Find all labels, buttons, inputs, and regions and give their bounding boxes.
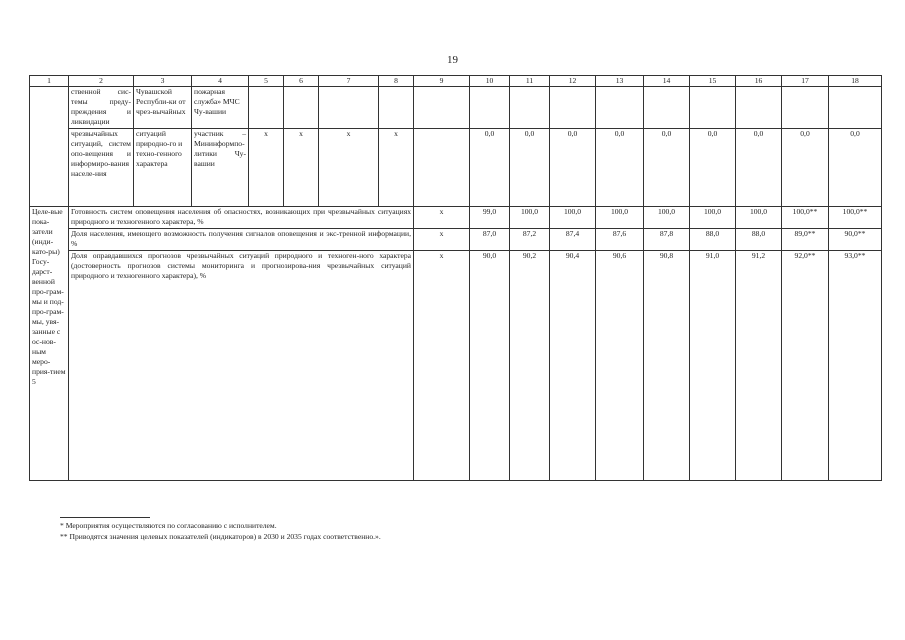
table-cell: 87,8: [644, 229, 690, 251]
table-cell: [284, 87, 319, 129]
table-cell: х: [379, 129, 414, 207]
table-cell: [414, 129, 470, 207]
table-cell: 90,6: [596, 251, 644, 481]
table-cell: х: [319, 129, 379, 207]
column-number-row: [30, 76, 882, 87]
table-cell: ственной сис-темы преду-преждения и ликвидации: [69, 87, 134, 129]
column-number: 11: [510, 76, 550, 87]
column-number: 17: [782, 76, 829, 87]
column-number: 14: [644, 76, 690, 87]
table-cell: пожарная служба» МЧС Чу-вашии: [192, 87, 249, 129]
table-cell: [470, 87, 510, 129]
table-cell: 100,0: [596, 207, 644, 229]
table-cell: [510, 87, 550, 129]
table-cell: [319, 87, 379, 129]
column-number: 16: [736, 76, 782, 87]
column-number: 3: [134, 76, 192, 87]
table-row: [30, 129, 882, 207]
column-number: 4: [192, 76, 249, 87]
table-cell: 0,0: [550, 129, 596, 207]
table-cell: 100,0: [510, 207, 550, 229]
footnote: * Мероприятия осуществляются по согласованию с исполнителем.: [60, 521, 277, 530]
table-cell: 89,0**: [782, 229, 829, 251]
table-row: [30, 229, 882, 251]
table-cell: 90,8: [644, 251, 690, 481]
table-cell: 88,0: [736, 229, 782, 251]
footnote-divider: [60, 517, 150, 518]
table-cell: 91,2: [736, 251, 782, 481]
table-cell: чрезвычайных ситуаций, систем опо-вещения и информиро-вания населе-ния: [69, 129, 134, 207]
column-number: 7: [319, 76, 379, 87]
column-number: 12: [550, 76, 596, 87]
table-cell: х: [414, 229, 470, 251]
data-table: [29, 75, 882, 481]
table-cell: [829, 87, 882, 129]
table-cell: 0,0: [690, 129, 736, 207]
table-cell: х: [414, 207, 470, 229]
table-cell: 87,2: [510, 229, 550, 251]
table-cell: 100,0**: [782, 207, 829, 229]
table-cell: 87,6: [596, 229, 644, 251]
table-cell: 90,0: [470, 251, 510, 481]
table-cell: [379, 87, 414, 129]
table-cell: 0,0: [470, 129, 510, 207]
column-number: 6: [284, 76, 319, 87]
table-cell: 93,0**: [829, 251, 882, 481]
table-cell: 99,0: [470, 207, 510, 229]
indicators-label: Целе-вые пока-затели (инди-като-ры) Госу-дарст-венной про-грам-мы и под-про-грам-мы, увя-занные с ос-нов-ным меро-прия-тием 5: [30, 207, 69, 481]
table-cell: 0,0: [510, 129, 550, 207]
table-cell: 92,0**: [782, 251, 829, 481]
column-number: 15: [690, 76, 736, 87]
table-cell: 0,0: [782, 129, 829, 207]
table-cell: х: [249, 129, 284, 207]
table-cell: ситуаций природно-го и техно-генного характера: [134, 129, 192, 207]
indicator-text: Доля оправдавшихся прогнозов чрезвычайных ситуаций природного и техноген-ного характера (достоверность прогнозов системы мониторинга и прогнозирова-ния чрезвычайных ситуаций природного и техногенного характера), %: [69, 251, 414, 481]
table-cell: [644, 87, 690, 129]
table-cell: 90,2: [510, 251, 550, 481]
table-cell: 91,0: [690, 251, 736, 481]
table-cell: 87,0: [470, 229, 510, 251]
page-number: 19: [447, 54, 458, 66]
column-number: 18: [829, 76, 882, 87]
indicator-text: Доля населения, имеющего возможность получения сигналов оповещения и экс-тренной информации, %: [69, 229, 414, 251]
table-cell: 0,0: [596, 129, 644, 207]
table-cell: [249, 87, 284, 129]
table-cell: участник – Мининформпо-литики Чу-вашии: [192, 129, 249, 207]
column-number: 5: [249, 76, 284, 87]
table-cell: 87,4: [550, 229, 596, 251]
column-number: 13: [596, 76, 644, 87]
table-cell: 100,0: [736, 207, 782, 229]
table-cell: 0,0: [644, 129, 690, 207]
table-cell: 0,0: [829, 129, 882, 207]
table-cell: 100,0**: [829, 207, 882, 229]
table-cell: [30, 87, 69, 207]
table-cell: Чувашской Республи-ки от чрез-вычайных: [134, 87, 192, 129]
indicator-text: Готовность систем оповещения населения об опасностях, возникающих при чрезвычайных ситуациях природного и техногенного характера, %: [69, 207, 414, 229]
table-cell: 100,0: [644, 207, 690, 229]
footnote: ** Приводятся значения целевых показателей (индикаторов) в 2030 и 2035 годах соответственно.».: [60, 532, 381, 541]
table-cell: [690, 87, 736, 129]
column-number: 8: [379, 76, 414, 87]
table-cell: 88,0: [690, 229, 736, 251]
table-cell: [736, 87, 782, 129]
table-row: [30, 87, 882, 129]
table-cell: х: [414, 251, 470, 481]
table-cell: [414, 87, 470, 129]
footnotes: [60, 517, 381, 542]
column-number: 9: [414, 76, 470, 87]
table-cell: 0,0: [736, 129, 782, 207]
table-cell: 90,4: [550, 251, 596, 481]
table-cell: [782, 87, 829, 129]
table-cell: х: [284, 129, 319, 207]
table-cell: [596, 87, 644, 129]
table-cell: 100,0: [690, 207, 736, 229]
column-number: 2: [69, 76, 134, 87]
column-number: 10: [470, 76, 510, 87]
table-cell: 100,0: [550, 207, 596, 229]
table-row: [30, 207, 882, 229]
table-cell: [550, 87, 596, 129]
table-row: [30, 251, 882, 481]
table-cell: 90,0**: [829, 229, 882, 251]
column-number: 1: [30, 76, 69, 87]
